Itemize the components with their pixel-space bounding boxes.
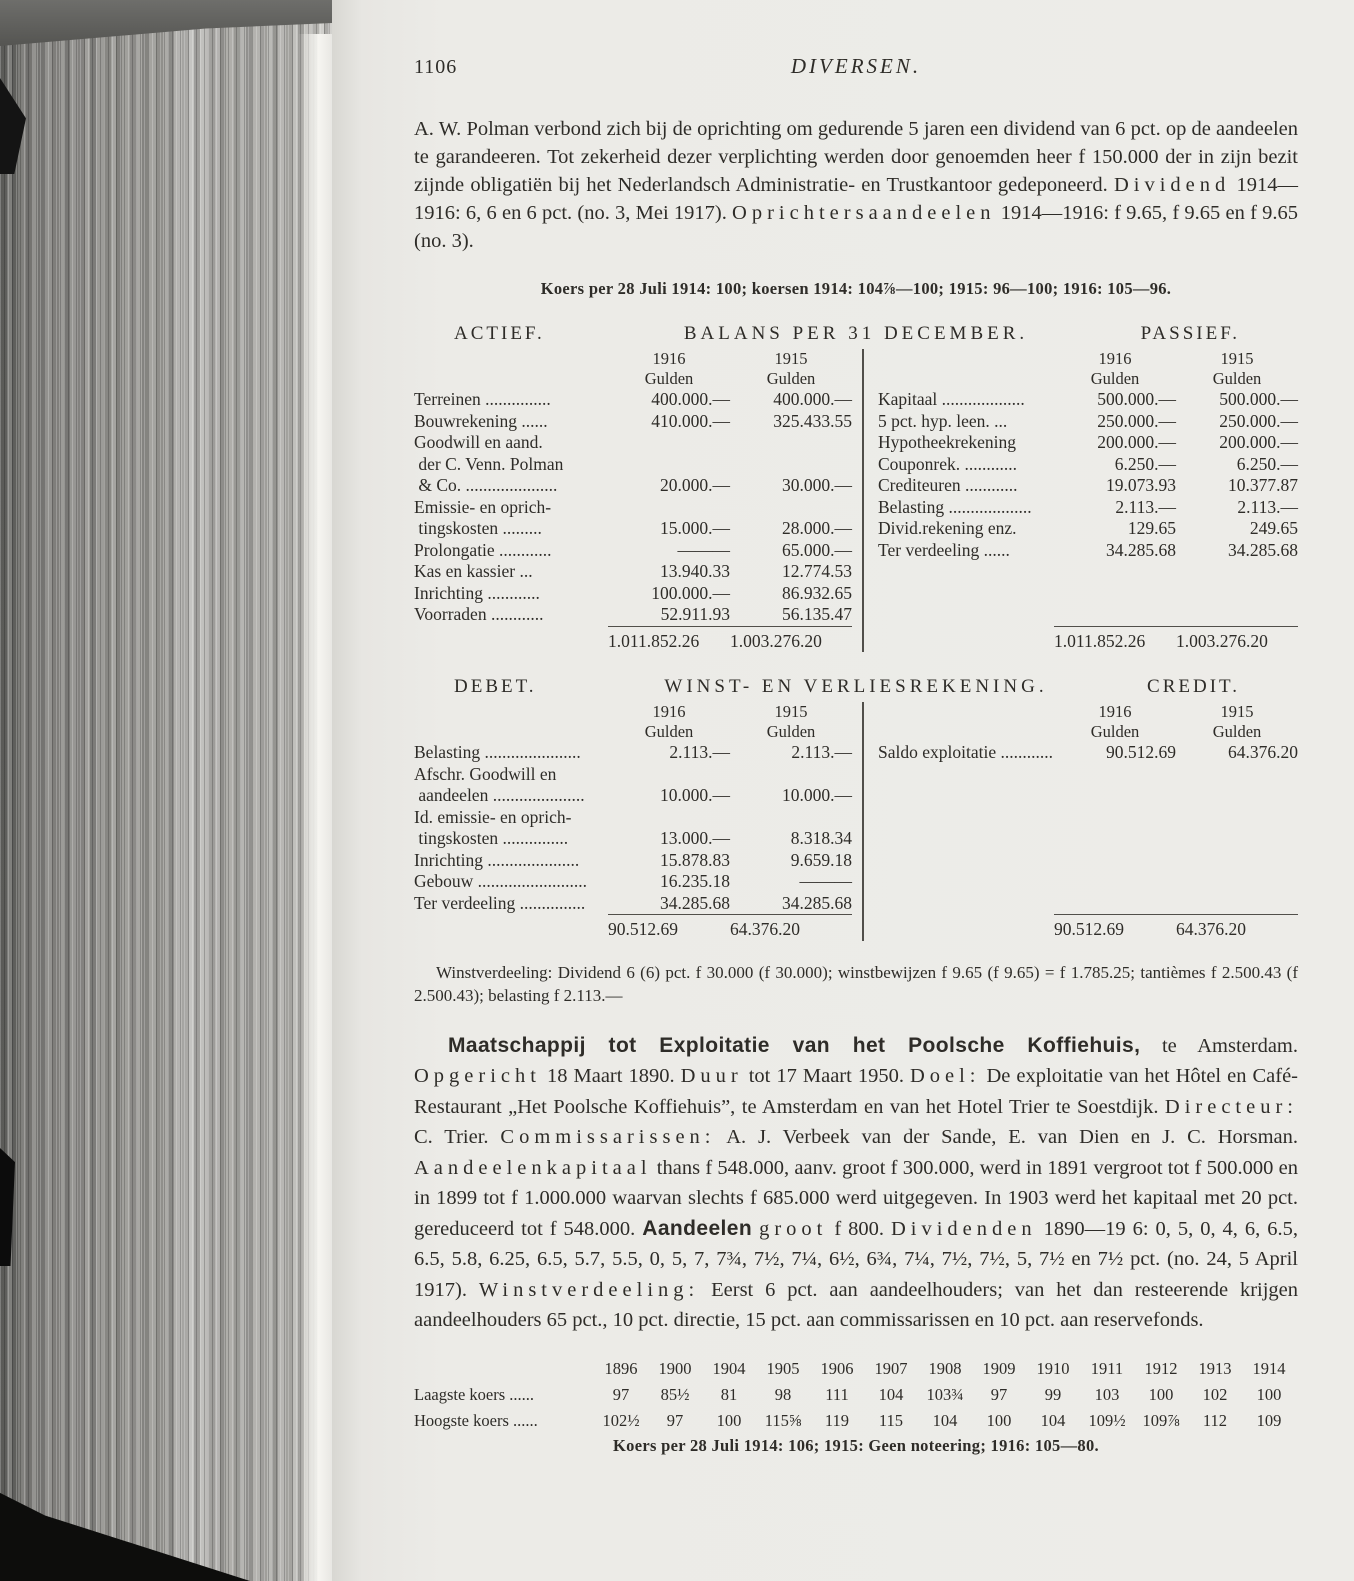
- column-year-header: 1916 1915: [652, 702, 808, 721]
- table-row: tingskosten ......... 15.000.— 28.000.—: [414, 518, 852, 538]
- table-row: Crediteuren ............ 19.073.93 10.377.87: [878, 475, 1298, 495]
- table-row: Ter verdeeling ............... 34.285.68 34.285.68: [414, 892, 852, 913]
- table-row: Kas en kassier ... 13.940.33 12.774.53: [414, 561, 852, 581]
- koers-cell: 100: [716, 1410, 742, 1430]
- year-header-cell: 1908: [928, 1358, 962, 1378]
- koers-cell: 98: [774, 1384, 792, 1404]
- table-row: Ter verdeeling ...... 34.285.68 34.285.68: [878, 539, 1298, 560]
- total-row: 1.011.852.26 1.003.276.20: [414, 626, 852, 653]
- intro-text-segment: 1914—1916: f 9.65, f 9.65 en f 9.65 (no. 3).: [414, 202, 1299, 252]
- koers-cell: 109½: [1088, 1410, 1126, 1430]
- balans-title: BALANS PER 31 DECEMBER.: [683, 323, 1029, 344]
- intro-paragraph: [414, 115, 1298, 255]
- table-row: Gebouw ......................... 16.235.18 ———: [414, 871, 852, 891]
- column-year-header: 1916 1915: [1098, 702, 1254, 721]
- text-segment: Eerst 6 pct. aan aandeelhouders; van het dan resteerende krijgen aandeelhouders 65 pct., 10 pct. directie, 15 pct. aan commissarissen en 10 pct. aan reservefonds.: [414, 1278, 1299, 1331]
- koers-cell: 111: [825, 1384, 849, 1404]
- row-label: Laagste koers ......: [414, 1384, 535, 1404]
- table-row: der C. Venn. Polman: [414, 453, 564, 474]
- table-row: Goodwill en aand.: [414, 432, 543, 452]
- page-number: 1106: [414, 56, 458, 78]
- year-header-cell: 1909: [982, 1358, 1016, 1378]
- text-segment: Dividenden: [890, 1217, 1037, 1240]
- table-row: tingskosten ............... 13.000.— 8.318.34: [414, 828, 852, 848]
- table-row: 5 pct. hyp. leen. ... 250.000.— 250.000.—: [878, 410, 1298, 431]
- laagste-koers-row: [414, 1382, 1298, 1408]
- koers-summary-line-2: Koers per 28 Juli 1914: 106; 1915: Geen noteering; 1916: 105—80.: [613, 1435, 1099, 1455]
- text-segment: f 800.: [827, 1217, 891, 1240]
- table-row: Saldo exploitatie ............ 90.512.69 64.376.20: [878, 742, 1298, 762]
- text-segment: thans f 548.000, aanv. groot f 300.000, werd in 1891 vergroot tot f 500.000 en in 1899 tot f 1.000.000 waarvan slechts f 685.000 werd uitgegeven. In 1903 werd het kapitaal met 20 pct. gereduceerd tot f 548.000.: [414, 1156, 1298, 1240]
- text-segment: groot: [759, 1217, 828, 1240]
- koers-summary-line-1: Koers per 28 Juli 1914: 100; koersen 1914: 104⅞—100; 1915: 96—100; 1916: 105—96.: [540, 279, 1172, 298]
- text-segment: A. J. Verbeek van der Sande, E. van Dien en J. C. Horsman.: [715, 1126, 1299, 1148]
- table-row: Afschr. Goodwill en: [414, 763, 557, 784]
- maatschappij-paragraph: [414, 1031, 1298, 1336]
- passief-table: [864, 349, 1298, 652]
- table-row: Inrichting ............ 100.000.— 86.932.65: [414, 582, 852, 603]
- column-year-header: 1916 1915: [652, 349, 808, 368]
- text-segment: te Amsterdam.: [1140, 1034, 1299, 1057]
- intro-text-segment: Dividend: [1113, 174, 1231, 196]
- text-segment: Winstverdeeling:: [478, 1278, 700, 1301]
- koersen-table: [414, 1356, 1298, 1434]
- koers-cell: 103: [1094, 1384, 1120, 1404]
- year-header-cell: 1911: [1090, 1358, 1124, 1378]
- koers-cell: 97: [612, 1384, 630, 1404]
- koers-cell: 119: [824, 1410, 850, 1430]
- koers-cell: 85½: [660, 1384, 690, 1404]
- debet-table: [414, 702, 864, 941]
- row-label: Hoogste koers ......: [414, 1410, 538, 1430]
- passief-title: PASSIEF.: [1140, 323, 1240, 344]
- koers-cell: 100: [986, 1410, 1012, 1430]
- text-segment: 1890—19 6: 0, 5, 0, 4, 6, 6.5, 6.5, 5.8, 6.25, 6.5, 5.7, 5.5, 0, 5, 7, 7¾, 7½, 7¼, 6½, 6¾, 7¼, 7½, 7½, 5, 7½ en 7½ pct. (no. 24, 5 April 1917).: [414, 1217, 1299, 1301]
- text-segment: Directeur:: [1164, 1095, 1298, 1118]
- year-header-cell: 1905: [766, 1358, 800, 1378]
- koers-cell: 81: [720, 1384, 738, 1404]
- year-header-cell: 1904: [712, 1358, 746, 1378]
- text-segment: tot 17 Maart 1950.: [742, 1065, 910, 1087]
- koers-cell: 104: [932, 1410, 958, 1430]
- aandeelen-heading: Aandeelen: [642, 1216, 753, 1240]
- koers-cell: 112: [1202, 1410, 1228, 1430]
- text-segment: De exploitatie van het Hôtel en Café-Restaurant „Het Poolsche Koffiehuis”, te Amsterdam en van het Hotel Trier te Soestdijk.: [414, 1065, 1299, 1118]
- actief-title: ACTIEF.: [454, 323, 545, 344]
- year-header-cell: 1914: [1252, 1358, 1286, 1378]
- total-row: 90.512.69 64.376.20: [878, 914, 1298, 941]
- year-header-cell: 1907: [874, 1358, 908, 1378]
- table-row: Couponrek. ............ 6.250.— 6.250.—: [878, 453, 1298, 474]
- page-edge-highlight: [298, 34, 332, 1581]
- balans-section: [414, 323, 1298, 652]
- koers-cell: 100: [1148, 1384, 1174, 1404]
- text-segment: 18 Maart 1890.: [540, 1065, 681, 1087]
- table-row: Id. emissie- en oprich-: [414, 806, 572, 827]
- koers-cell: 102½: [602, 1410, 640, 1430]
- koers-cell: 100: [1256, 1384, 1282, 1404]
- column-unit-header: Gulden Gulden: [644, 722, 816, 741]
- wv-body: [414, 702, 1298, 941]
- koers-cell: 109: [1256, 1410, 1282, 1430]
- column-unit-header: Gulden Gulden: [1090, 722, 1262, 741]
- koers-cell: 109⅞: [1142, 1410, 1180, 1430]
- credit-table: [864, 702, 1298, 941]
- table-row: Terreinen ............... 400.000.— 400.000.—: [414, 389, 852, 409]
- table-row: Voorraden ............ 52.911.93 56.135.47: [414, 604, 852, 624]
- koers-cell: 115⅝: [764, 1410, 802, 1430]
- koers-cell: 97: [990, 1384, 1008, 1404]
- intro-text-segment: Oprichtersaandeelen: [732, 202, 996, 224]
- koers-cell: 103¾: [926, 1384, 964, 1404]
- koers-cell: 102: [1202, 1384, 1228, 1404]
- book-page-edges: [0, 0, 332, 1581]
- running-header: [414, 0, 1298, 79]
- table-row: Prolongatie ............ ——— 65.000.—: [414, 539, 852, 560]
- text-segment: Aandeelenkapitaal: [414, 1156, 652, 1179]
- table-row: Kapitaal ................... 500.000.— 500.000.—: [878, 389, 1298, 409]
- column-unit-header: Gulden Gulden: [1090, 369, 1262, 388]
- table-row: Belasting ...................... 2.113.— 2.113.—: [414, 742, 852, 762]
- koers-cell: 104: [1040, 1410, 1066, 1430]
- year-header-cell: 1910: [1036, 1358, 1070, 1378]
- table-row: Inrichting ..................... 15.878.83 9.659.18: [414, 849, 852, 870]
- year-header-cell: 1900: [658, 1358, 692, 1378]
- wv-titles: [414, 676, 1298, 698]
- column-year-header: 1916 1915: [1098, 349, 1254, 368]
- text-segment: Duur: [680, 1065, 743, 1087]
- column-unit-header: Gulden Gulden: [644, 369, 816, 388]
- koers-cell: 97: [666, 1410, 684, 1430]
- text-segment: Doel:: [909, 1065, 981, 1087]
- text-segment: Opgericht: [414, 1065, 541, 1087]
- text-segment: Commissarissen:: [500, 1126, 716, 1148]
- koers-cell: 104: [878, 1384, 904, 1404]
- total-row: 1.011.852.26 1.003.276.20: [878, 626, 1298, 653]
- page-title: DIVERSEN.: [790, 54, 922, 78]
- year-header-cell: 1906: [820, 1358, 854, 1378]
- actief-table: [414, 349, 864, 652]
- koers-cell: 99: [1044, 1384, 1062, 1404]
- hoogste-koers-row: [414, 1408, 1298, 1434]
- table-row: & Co. ..................... 20.000.— 30.000.—: [414, 475, 852, 495]
- wv-title: WINST- EN VERLIESREKENING.: [664, 676, 1048, 697]
- koersen-year-row: [414, 1356, 1298, 1382]
- text-segment: [752, 1218, 759, 1240]
- table-row: Divid.rekening enz. 129.65 249.65: [878, 518, 1298, 538]
- intro-text-segment: A. W. Polman verbond zich bij de oprichting om gedurende 5 jaren een dividend van 6 pct. op de aandeelen te garandeeren. Tot zekerheid dezer verplichting werden door genoemden heer f 150.000 der in zijn bezit zijnde obligatiën bij het Nederlandsch Administratie- en Trustkantoor gedeponeerd.: [414, 118, 1298, 196]
- table-row: Belasting ................... 2.113.— 2.113.—: [878, 496, 1298, 517]
- page-content: [414, 0, 1298, 1456]
- balans-body: [414, 349, 1298, 652]
- credit-title: CREDIT.: [1147, 676, 1240, 697]
- text-segment: C. Trier.: [414, 1126, 501, 1148]
- winstverdeeling-paragraph: Winstverdeeling: Dividend 6 (6) pct. f 30.000 (f 30.000); winstbewijzen f 9.65 (f 9.65) = f 1.785.25; tantièmes f 2.500.43 (f 2.500.43); belasting f 2.113.—: [414, 962, 1298, 1005]
- year-header-cell: 1912: [1144, 1358, 1178, 1378]
- winst-verlies-section: [414, 676, 1298, 941]
- koers-cell: 115: [878, 1410, 904, 1430]
- debet-title: DEBET.: [454, 676, 537, 697]
- table-row: Emissie- en oprich-: [414, 496, 552, 517]
- year-header-cell: 1913: [1198, 1358, 1232, 1378]
- page: [332, 0, 1354, 1581]
- company-name-heading: Maatschappij tot Exploitatie van het Poolsche Koffiehuis,: [448, 1033, 1141, 1057]
- year-header-cell: 1896: [604, 1358, 638, 1378]
- balans-titles: [414, 323, 1298, 345]
- table-row: Hypotheekrekening 200.000.— 200.000.—: [878, 432, 1298, 452]
- table-row: aandeelen ..................... 10.000.— 10.000.—: [414, 785, 852, 805]
- total-row: 90.512.69 64.376.20: [414, 914, 852, 941]
- intro-text-segment: 1914—1916: 6, 6 en 6 pct. (no. 3, Mei 1917).: [414, 174, 1298, 224]
- table-row: Bouwrekening ...... 410.000.— 325.433.55: [414, 410, 852, 431]
